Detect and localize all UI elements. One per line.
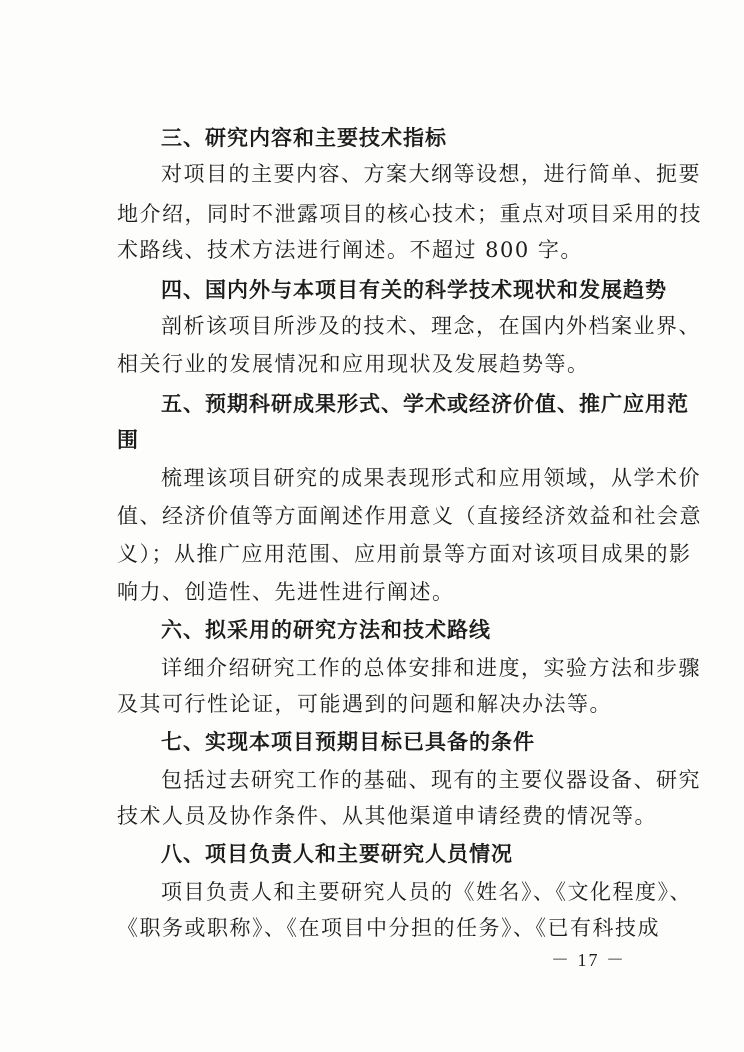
section-5 <box>117 390 689 418</box>
paragraph-line-wrap <box>117 878 692 906</box>
paragraph-line: 响力、创造性、先进性进行阐述。 <box>117 580 455 604</box>
section-7 <box>117 728 627 756</box>
paragraph-line-wrap <box>117 350 627 378</box>
paragraph-line-wrap <box>117 690 627 718</box>
paragraph-line-wrap <box>117 914 660 942</box>
paragraph-line: 术路线、技术方法进行阐述。不超过 800 字。 <box>117 238 583 262</box>
section-8 <box>117 840 627 868</box>
paragraph-line: 梳理该项目研究的成果表现形式和应用领域，从学术价 <box>161 466 701 490</box>
paragraph-line-wrap <box>117 312 701 340</box>
paragraph-line: 项目负责人和主要研究人员的《姓名》、《文化程度》、 <box>161 880 692 904</box>
section-heading: 五、预期科研成果形式、学术或经济价值、推广应用范 <box>161 392 689 416</box>
section-3 <box>117 124 627 152</box>
section-heading: 八、项目负责人和主要研究人员情况 <box>161 842 513 866</box>
paragraph-line: 剖析该项目所涉及的技术、理念，在国内外档案业界、 <box>161 314 701 338</box>
paragraph-line-wrap <box>117 200 702 228</box>
paragraph-line-wrap <box>117 578 627 606</box>
paragraph-line: 包括过去研究工作的基础、现有的主要仪器设备、研究 <box>161 768 701 792</box>
paragraph-line-wrap <box>117 654 701 682</box>
paragraph-line-wrap <box>117 502 702 530</box>
paragraph-line: 地介绍，同时不泄露项目的核心技术；重点对项目采用的技 <box>117 202 702 226</box>
page-number: － 17 － <box>551 950 626 970</box>
paragraph-line: 相关行业的发展情况和应用现状及发展趋势等。 <box>117 352 590 376</box>
section-6 <box>117 616 627 644</box>
section-heading: 三、研究内容和主要技术指标 <box>161 126 447 150</box>
section-heading-continuation: 围 <box>117 428 139 452</box>
paragraph-line-wrap <box>117 766 701 794</box>
section-3-body <box>117 160 701 188</box>
paragraph-line-wrap <box>117 540 692 568</box>
paragraph-line: 值、经济价值等方面阐述作用意义（直接经济效益和社会意 <box>117 504 702 528</box>
section-heading: 六、拟采用的研究方法和技术路线 <box>161 618 491 642</box>
heading-cont-wrap <box>117 426 627 454</box>
paragraph-line: 《职务或职称》、《在项目中分担的任务》、《已有科技成 <box>117 916 660 940</box>
section-heading: 四、国内外与本项目有关的科学技术现状和发展趋势 <box>161 278 667 302</box>
section-4 <box>117 276 667 304</box>
paragraph-line-wrap <box>117 236 627 264</box>
paragraph-line: 及其可行性论证，可能遇到的问题和解决办法等。 <box>117 692 612 716</box>
paragraph-line-wrap <box>117 464 701 492</box>
paragraph-line: 技术人员及协作条件、从其他渠道申请经费的情况等。 <box>117 804 657 828</box>
section-heading: 七、实现本项目预期目标已具备的条件 <box>161 730 535 754</box>
paragraph-line: 对项目的主要内容、方案大纲等设想，进行简单、扼要 <box>161 162 701 186</box>
paragraph-line: 详细介绍研究工作的总体安排和进度，实验方法和步骤 <box>161 656 701 680</box>
paragraph-line: 义）；从推广应用范围、应用前景等方面对该项目成果的影 <box>117 542 692 566</box>
paragraph-line-wrap <box>117 802 657 830</box>
